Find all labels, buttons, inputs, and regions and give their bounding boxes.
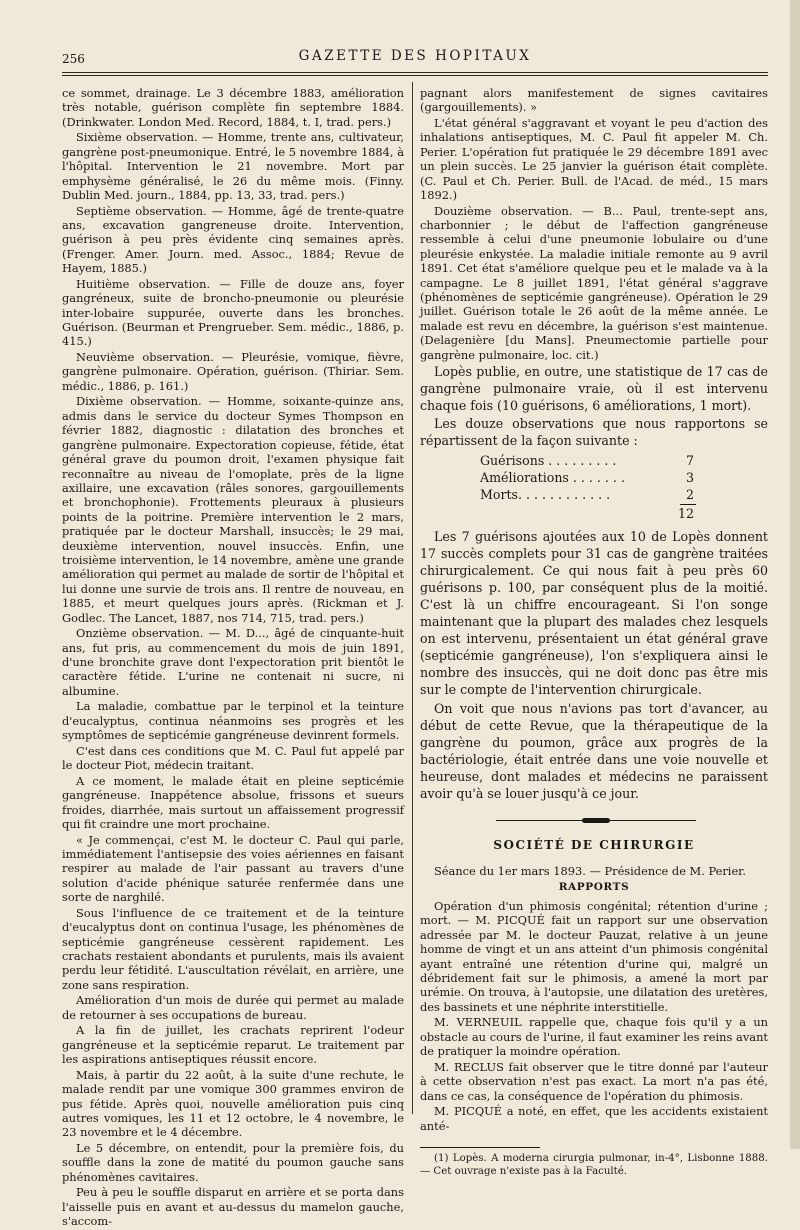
paragraph: Lopès publie, en outre, une statistique de 17 cas de gangrène pulmonaire vraie, où il est intervenu chaque fois (10 guérisons, 6 améliorations, 1 mort). — [420, 364, 768, 414]
paragraph: Opération d'un phimosis congénital; rétention d'urine ; mort. — M. PICQUÉ fait un rapport sur une observation adressée par M. le docteur Pauzat, relative à un jeune homme de vingt et un ans atteint d'un phimosis congénital ayant entraîné une rétention d'urine qui, malgré un débridement fait sur le phimosis, a amené la mort par urémie. On trouva, à l'autopsie, une dilatation des uretères, des bassinets et une néphrite interstitielle. — [420, 898, 768, 1014]
paragraph: Mais, à partir du 22 août, à la suite d'une rechute, le malade rendit par une vomique 300 grammes environ de pus fétide. Après quoi, nouvelle amélioration puis cinq autres vomiques, les 11 et 12 octobre, le 4 novembre, le 23 novembre et le 4 décembre. — [62, 1067, 404, 1140]
paragraph: Neuvième observation. — Pleurésie, vomique, fièvre, gangrène pulmonaire. Opération, guérison. (Thiriar. Sem. médic., 1886, p. 161.) — [62, 350, 404, 393]
table-row: Guérisons . . . . . . . . . 7 — [480, 453, 694, 469]
section-title: SOCIÉTÉ DE CHIRURGIE — [493, 837, 695, 852]
paragraph: Le 5 décembre, on entendit, pour la première fois, du souffle dans la zone de matité du poumon gauche sans phénomènes cavitaires. — [62, 1141, 404, 1184]
paragraph: Dixième observation. — Homme, soixante-quinze ans, admis dans le service du docteur Symes Thompson en février 1882, diagnostic : dilatation des bronches et gangrène pulmonaire. Expectoration copieuse, fétide, état général grave du poumon droit, l'examen physique fait reconnaître au niveau de l'omoplate, près de la ligne axillaire, une excavation (râles sonores, gargouillements et bronchophonie). Frottements pleuraux à plusieurs points de la poitrine. Première intervention le 2 mars, pratiquée par le docteur Marshall, insuccès; le 29 mai, deuxième intervention, nouvel insuccès. Enfin, une troisième intervention, le 14 novembre, amène une grande amélioration qui permet au malade de sortir de l'hôpital et lui donne une survie de trois ans. Il rentre de nouveau, en 1885, et meurt quelques jours après. (Rickman et J. Godlec. The Lancet, 1887, nos 714, 715, trad. pers.) — [62, 394, 404, 625]
header-rule-thin — [62, 75, 768, 76]
paragraph: Sixième observation. — Homme, trente ans, cultivateur, gangrène post-pneumonique. Entré, le 5 novembre 1884, à l'hôpital. Intervention le 21 novembre. Mort par emphysème généralisé, le 26 du même mois. (Finny. Dublin Med. journ., 1884, pp. 13, 33, trad. pers.) — [62, 130, 404, 203]
footnote: (1) Lopès. A moderna cirurgia pulmonar, in-4°, Lisbonne 1888. — Cet ouvrage n'existe pas à la Faculté. — [420, 1152, 768, 1177]
left-column — [62, 86, 404, 1230]
paragraph: Septième observation. — Homme, âgé de trente-quatre ans, excavation gangreneuse droite. Intervention, guérison à peu près évidente cinq semaines après. (Frenger. Amer. Journ. med. Assoc., 1884; Revue de Hayem, 1885.) — [62, 203, 404, 276]
results-table — [420, 452, 768, 522]
table-row: Améliorations . . . . . . . 3 — [480, 470, 694, 486]
right-column — [420, 86, 768, 1179]
table-row: Morts. . . . . . . . . . . . 2 — [480, 487, 694, 503]
paragraph: Sous l'influence de ce traitement et de la teinture d'eucalyptus dont on continua l'usage, les phénomènes de septicémie gangréneuse cessèrent rapidement. Les crachats restaient abondants et purulents, mais ils avaient perdu leur fétidité. L'auscultation révélait, en arrière, une zone sans respiration. — [62, 905, 404, 992]
paragraph: « Je commençai, c'est M. le docteur C. Paul qui parle, immédiatement l'antisepsie des voies aériennes en faisant respirer au malade de l'air passant au travers d'une solution d'acide phénique saturée renfermée dans une sorte de narghilé. — [62, 832, 404, 905]
right-statistics-text — [420, 363, 768, 449]
section-ornament — [496, 818, 696, 824]
column-divider — [412, 82, 413, 1114]
table-total: 12 — [677, 506, 694, 522]
paragraph: Les douze observations que nous rapportons se répartissent de la façon suivante : — [420, 416, 768, 449]
paragraph: A ce moment, le malade était en pleine septicémie gangréneuse. Inappétence absolue, frissons et sueurs froides, diarrhée, mais surtout un affaissement progressif qui fit craindre une mort prochaine. — [62, 773, 404, 831]
subsection-title: RAPPORTS — [558, 881, 630, 894]
paragraph: On voit que nous n'avions pas tort d'avancer, au début de cette Revue, que la thérapeutique de la gangrène du poumon, grâce aux progrès de la bactériologie, était entrée dans une voie nouvelle et heureuse, dont malades et médecins ne paraissent avoir qu'à se louer jusqu'à ce jour. — [420, 700, 768, 801]
paragraph: M. VERNEUIL rappelle que, chaque fois qu'il y a un obstacle au cours de l'urine, il faut examiner les reins avant de pratiquer la moindre opération. — [420, 1015, 768, 1059]
session-line: Séance du 1er mars 1893. — Présidence de M. Perier. — [434, 864, 747, 879]
paragraph: C'est dans ces conditions que M. C. Paul fut appelé par le docteur Piot, médecin traitant. — [62, 743, 404, 773]
running-title: GAZETTE DES HOPITAUX — [298, 48, 532, 64]
society-reports — [420, 899, 768, 1133]
paragraph: Huitième observation. — Fille de douze ans, foyer gangréneux, suite de broncho-pneumonie ou pleurésie inter-lobaire suppurée, ouverte dans les bronches. Guérison. (Beurman et Prengrueber. Sem. médic., 1886, p. 415.) — [62, 276, 404, 349]
paragraph: pagnant alors manifestement de signes cavitaires (gargouillements). » — [420, 86, 768, 115]
paragraph: Douzième observation. — B... Paul, trente-sept ans, charbonnier ; le début de l'affection gangréneuse ressemble à celui d'une pneumonie lobulaire ou d'une pleurésie enkystée. La maladie initiale remonte au 9 avril 1891. Cet état s'améliore quelque peu et le malade va à la campagne. Le 8 juillet 1891, l'état général s'aggrave (phénomènes de septicémie gangréneuse). Opération le 29 juillet. Guérison totale le 26 août de la même année. Le malade est revu en décembre, la guérison s'est maintenue. (Delagenière [du Mans]. Pneumectomie partielle pour gangrène pulmonaire, loc. cit.) — [420, 203, 768, 362]
footnote-rule — [420, 1147, 540, 1148]
paragraph: A la fin de juillet, les crachats reprirent l'odeur gangréneuse et la septicémie reparut. Le traitement par les aspirations antiseptiques réussit encore. — [62, 1023, 404, 1067]
right-observations — [420, 86, 768, 362]
paragraph: Onzième observation. — M. D..., âgé de cinquante-huit ans, fut pris, au commencement du mois de juin 1891, d'une bronchite grave dont l'expectoration prit bientôt le caractère fétide. L'urine ne contenait ni sucre, ni albumine. — [62, 626, 404, 698]
paragraph: Les 7 guérisons ajoutées aux 10 de Lopès donnent 17 succès complets pour 31 cas de gangrène traitées chirurgicalement. Ce qui nous fait à peu près 60 guérisons p. 100, par conséquent plus de la moitié. C'est là un chiffre encourageant. Si l'on songe maintenant que la plupart des malades chez lesquels on est intervenu, présentaient un état général grave (septicémie gangréneuse), l'on s'expliquera ainsi le nombre des insuccès, qui ne doit donc pas être mis sur le compte de l'intervention chirurgicale. — [420, 529, 768, 698]
paragraph: Peu à peu le souffle disparut en arrière et se porta dans l'aisselle puis en avant et au-dessus du mamelon gauche, s'accom- — [62, 1185, 404, 1229]
header-rule-thick — [62, 72, 768, 73]
paragraph: La maladie, combattue par le terpinol et la teinture d'eucalyptus, continua néanmoins ses progrès et les symptômes de septicémie gangréneuse devinrent formels. — [62, 699, 404, 743]
paragraph: L'état général s'aggravant et voyant le peu d'action des inhalations antiseptiques, M. C. Paul fit appeler M. Ch. Perier. L'opération fut pratiquée le 29 décembre 1891 avec un plein succès. Le 25 janvier la guérison était complète. (C. Paul et Ch. Perier. Bull. de l'Acad. de méd., 15 mars 1892.) — [420, 116, 768, 203]
page-edge — [790, 0, 800, 1149]
paragraph: M. RECLUS fait observer que le titre donné par l'auteur à cette observation n'est pas exact. La mort n'a pas été, dans ce cas, la conséquence de l'opération du phimosis. — [420, 1059, 768, 1103]
right-conclusion-text — [420, 528, 768, 801]
paragraph: M. PICQUÉ a noté, en effet, que les accidents existaient anté- — [420, 1104, 768, 1133]
paragraph: Amélioration d'un mois de durée qui permet au malade de retourner à ses occupations de bureau. — [62, 993, 404, 1022]
page-number: 256 — [62, 52, 85, 66]
paragraph: ce sommet, drainage. Le 3 décembre 1883, amélioration très notable, guérison complète fin septembre 1884. (Drinkwater. London Med. Record, 1884, t. I, trad. pers.) — [62, 86, 404, 129]
page-header — [62, 44, 768, 66]
